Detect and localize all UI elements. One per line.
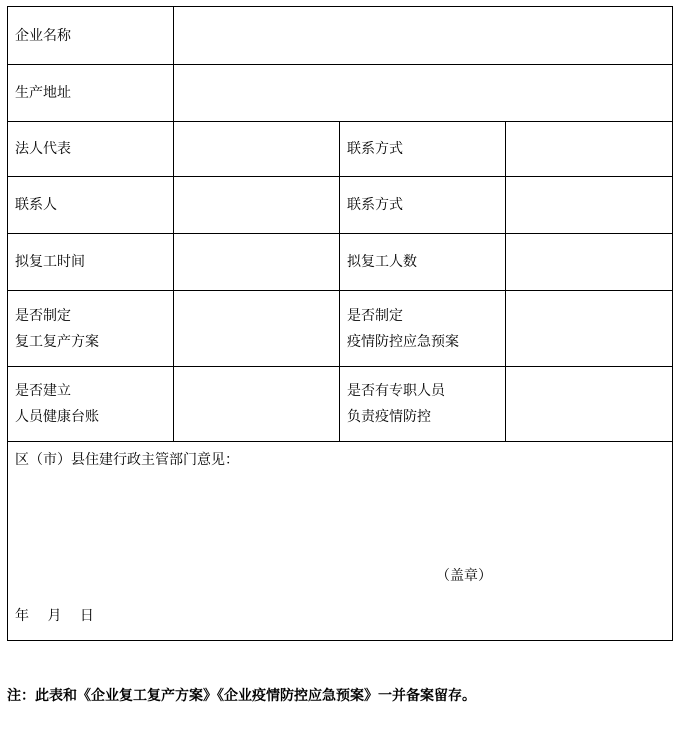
health-ledger-field[interactable] (174, 367, 340, 442)
seal-text: （盖章） (436, 568, 492, 584)
opinion-label: 区（市）县住建行政主管部门意见： (15, 452, 239, 468)
legal-rep-field[interactable] (174, 122, 340, 177)
row-health (8, 367, 673, 442)
footnote: 注：此表和《企业复工复产方案》《企业疫情防控应急预案》一并备案留存。 (7, 688, 476, 704)
row-contact-person (8, 177, 673, 234)
emergency-plan-label (340, 291, 506, 367)
date-month: 月 (47, 608, 62, 624)
contact-person-contact-field[interactable] (506, 177, 673, 234)
resume-plan-field[interactable] (174, 291, 340, 367)
health-ledger-label-line1: 是否建立 (15, 383, 71, 399)
dedicated-staff-label-line1: 是否有专职人员 (347, 383, 445, 399)
row-address (8, 65, 673, 122)
row-legal-rep (8, 122, 673, 177)
row-company-name (8, 7, 673, 65)
dedicated-staff-label (340, 367, 506, 442)
dedicated-staff-label-line2: 负责疫情防控 (347, 409, 431, 425)
resume-headcount-label: 拟复工人数 (340, 234, 506, 291)
address-label: 生产地址 (8, 65, 174, 122)
resume-headcount-field[interactable] (506, 234, 673, 291)
emergency-plan-label-line1: 是否制定 (347, 307, 403, 324)
contact-person-contact-label: 联系方式 (340, 177, 506, 234)
address-field[interactable] (174, 65, 673, 122)
opinion-field[interactable] (8, 442, 673, 641)
resume-time-field[interactable] (174, 234, 340, 291)
legal-rep-contact-field[interactable] (506, 122, 673, 177)
resume-plan-label-line2: 复工复产方案 (15, 333, 99, 350)
company-name-field[interactable] (174, 7, 673, 65)
date-day: 日 (79, 608, 94, 624)
company-name-label: 企业名称 (8, 7, 174, 65)
date-year: 年 (15, 608, 29, 624)
registration-form-table (7, 6, 673, 641)
emergency-plan-field[interactable] (506, 291, 673, 367)
row-plans (8, 291, 673, 367)
emergency-plan-label-line2: 疫情防控应急预案 (347, 333, 459, 350)
date-line (15, 606, 108, 626)
dedicated-staff-field[interactable] (506, 367, 673, 442)
contact-person-label: 联系人 (8, 177, 174, 234)
legal-rep-label: 法人代表 (8, 122, 174, 177)
resume-plan-label (8, 291, 174, 367)
row-resume (8, 234, 673, 291)
health-ledger-label (8, 367, 174, 442)
contact-person-field[interactable] (174, 177, 340, 234)
row-opinion (8, 442, 673, 641)
health-ledger-label-line2: 人员健康台账 (15, 409, 99, 425)
resume-time-label: 拟复工时间 (8, 234, 174, 291)
resume-plan-label-line1: 是否制定 (15, 307, 71, 324)
legal-rep-contact-label: 联系方式 (340, 122, 506, 177)
